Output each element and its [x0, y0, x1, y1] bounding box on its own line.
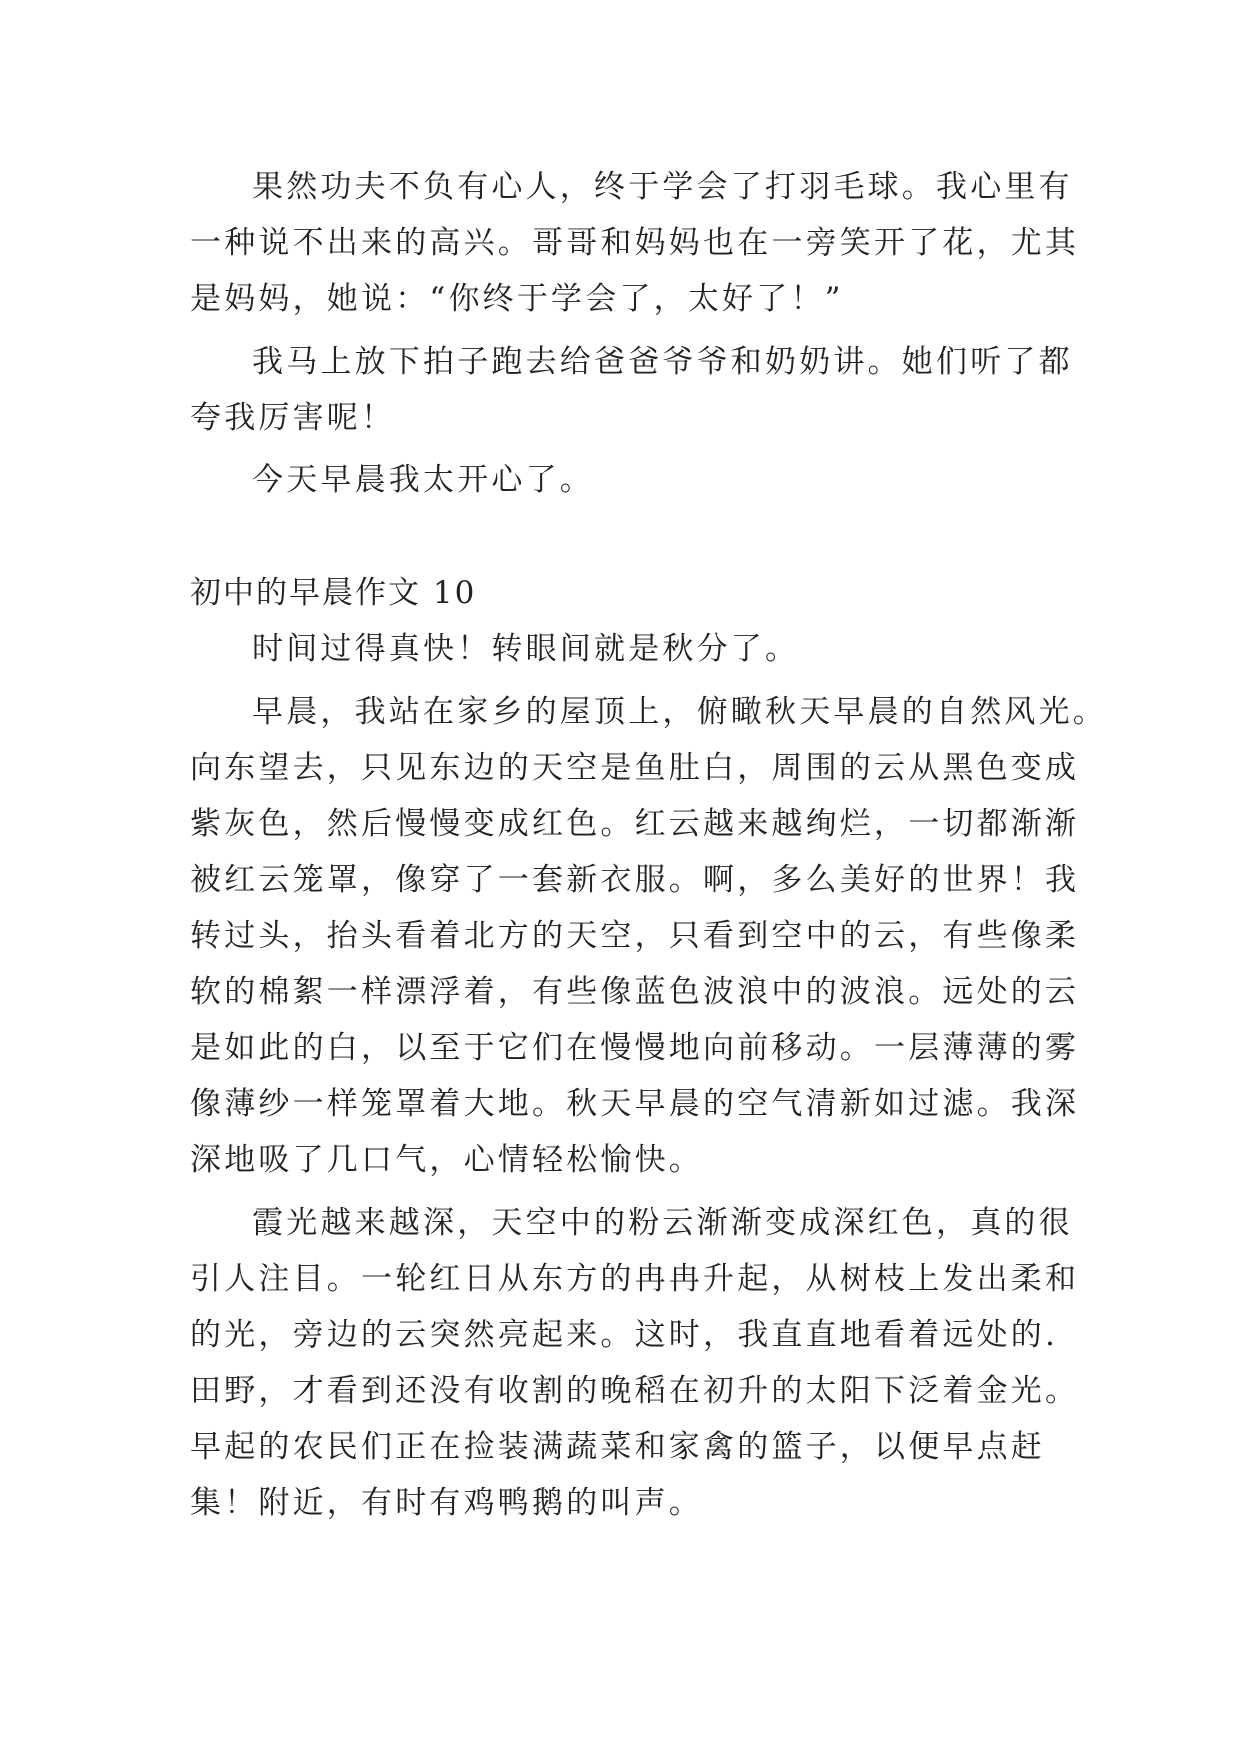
- paragraph-line: 转过头，抬头看着北方的天空，只看到空中的云，有些像柔: [190, 918, 1080, 954]
- section-heading: 初中的早晨作文 10: [190, 575, 477, 611]
- paragraph-line: 向东望去，只见东边的天空是鱼肚白，周围的云从黑色变成: [190, 750, 1080, 786]
- paragraph-line: 紫灰色，然后慢慢变成红色。红云越来越绚烂，一切都渐渐: [190, 806, 1080, 842]
- paragraph-line: 是妈妈，她说：“你终于学会了，太好了！”: [190, 281, 844, 317]
- paragraph-line: 一种说不出来的高兴。哥哥和妈妈也在一旁笑开了花，尤其: [190, 225, 1080, 261]
- paragraph-line: 早起的农民们正在捡装满蔬菜和家禽的篮子，以便早点赶: [190, 1429, 1045, 1465]
- paragraph-line: 引人注目。一轮红日从东方的冉冉升起，从树枝上发出柔和: [190, 1261, 1080, 1297]
- paragraph-line: 霞光越来越深，天空中的粉云渐渐变成深红色，真的很: [252, 1205, 1073, 1241]
- paragraph-line: 深地吸了几口气，心情轻松愉快。: [190, 1142, 703, 1178]
- paragraph-line: 早晨，我站在家乡的屋顶上，俯瞰秋天早晨的自然风光。: [252, 694, 1107, 730]
- paragraph-line: 时间过得真快！转眼间就是秋分了。: [252, 631, 800, 667]
- paragraph-line: 像薄纱一样笼罩着大地。秋天早晨的空气清新如过滤。我深: [190, 1086, 1080, 1122]
- paragraph-line: 我马上放下拍子跑去给爸爸爷爷和奶奶讲。她们听了都: [252, 344, 1073, 380]
- paragraph-line: 田野，才看到还没有收割的晚稻在初升的太阳下泛着金光。: [190, 1373, 1080, 1409]
- paragraph-line: 果然功夫不负有心人，终于学会了打羽毛球。我心里有: [252, 169, 1073, 205]
- paragraph-line: 被红云笼罩，像穿了一套新衣服。啊，多么美好的世界！我: [190, 862, 1080, 898]
- paragraph-line: 的光，旁边的云突然亮起来。这时，我直直地看着远处的.: [190, 1317, 1059, 1353]
- paragraph-line: 集！附近，有时有鸡鸭鹅的叫声。: [190, 1485, 703, 1521]
- paragraph-line: 是如此的白，以至于它们在慢慢地向前移动。一层薄薄的雾: [190, 1030, 1080, 1066]
- paragraph-line: 夸我厉害呢！: [190, 400, 396, 436]
- paragraph-line: 今天早晨我太开心了。: [252, 462, 594, 498]
- paragraph-line: 软的棉絮一样漂浮着，有些像蓝色波浪中的波浪。远处的云: [190, 974, 1080, 1010]
